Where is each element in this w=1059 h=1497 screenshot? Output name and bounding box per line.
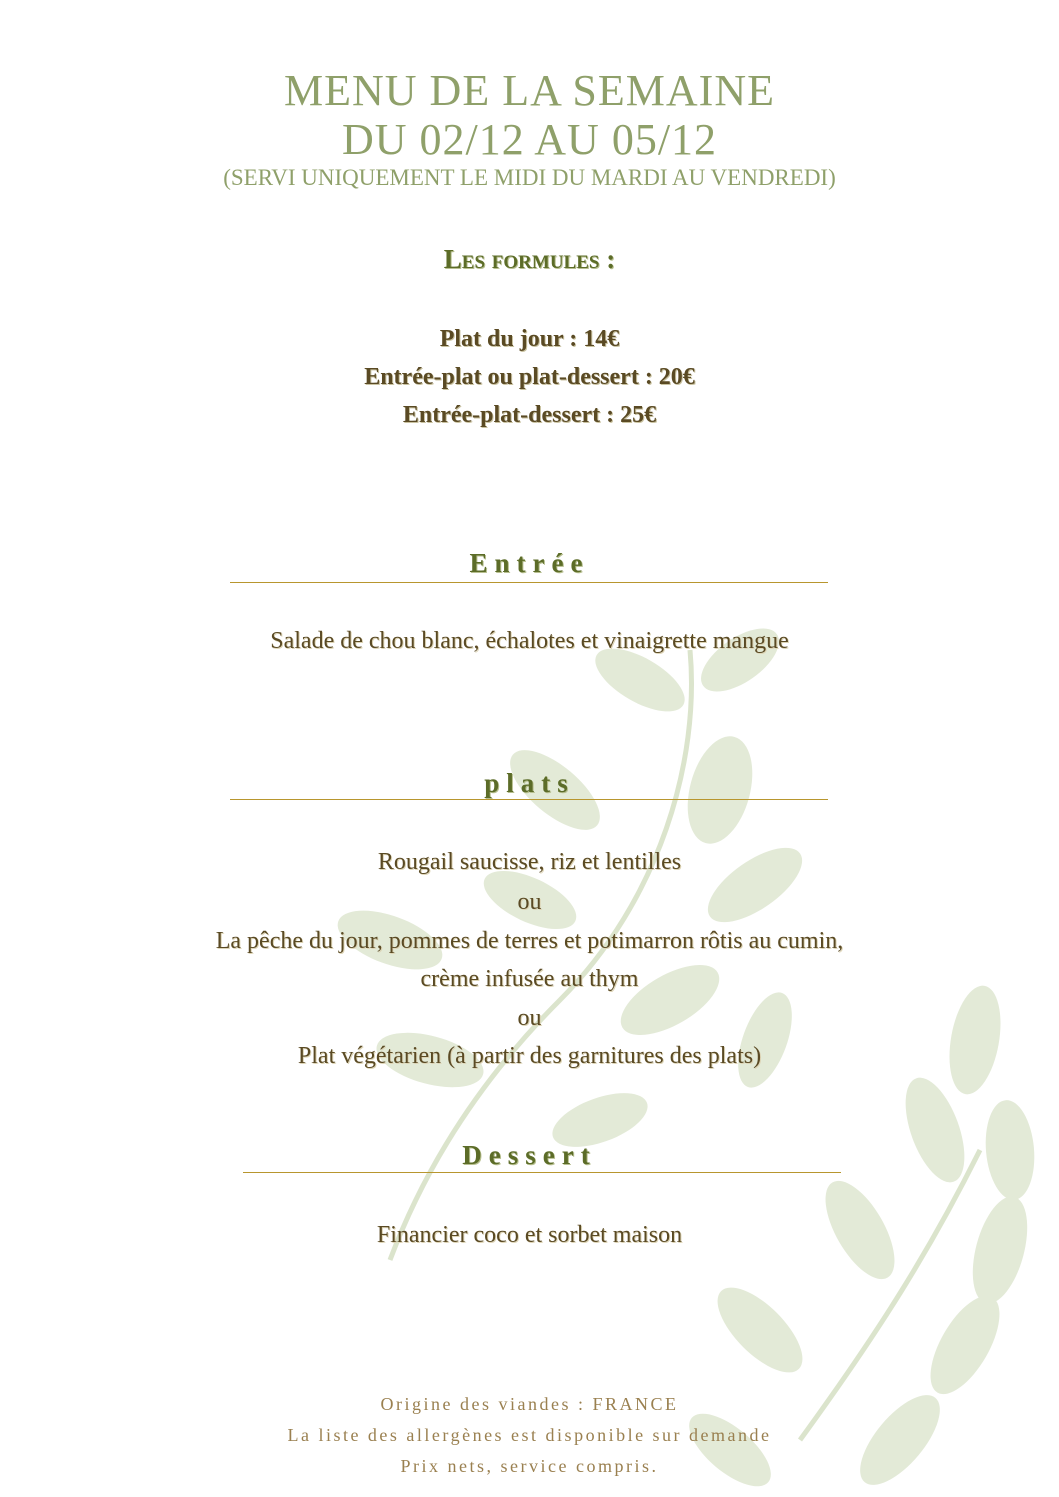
plats-dish-line: crème infusée au thym: [420, 966, 639, 992]
formules-heading: Les formules :: [443, 244, 616, 274]
entree-heading: Entrée: [469, 548, 590, 578]
footer-price-note: Prix nets, service compris.: [400, 1456, 659, 1476]
plats-divider: [230, 799, 828, 800]
plats-dish-line: Rougail saucisse, riz et lentilles: [377, 849, 682, 875]
plats-dish-line: Plat végétarien (à partir des garnitures des plats): [297, 1043, 762, 1069]
menu-title: MENU DE LA SEMAINE: [284, 66, 775, 115]
dessert-dish: Financier coco et sorbet maison: [376, 1222, 683, 1248]
footer-meat-origin: Origine des viandes : FRANCE: [380, 1394, 679, 1414]
plats-or-separator: ou: [517, 889, 542, 915]
footer-allergens-note: La liste des allergènes est disponible sur demande: [287, 1425, 772, 1445]
entree-divider: [230, 582, 828, 583]
formule-item: Entrée-plat ou plat-dessert : 20€: [364, 364, 695, 390]
dessert-divider: [243, 1172, 841, 1173]
plats-heading: plats: [484, 768, 575, 798]
dessert-heading: Dessert: [462, 1140, 597, 1170]
menu-dates: DU 02/12 AU 05/12: [341, 115, 718, 164]
plats-or-separator: ou: [517, 1005, 542, 1031]
plats-dish-line: La pêche du jour, pommes de terres et potimarron rôtis au cumin,: [215, 928, 844, 954]
menu-service-note: (SERVI UNIQUEMENT LE MIDI DU MARDI AU VENDREDI): [223, 165, 836, 190]
entree-dish: Salade de chou blanc, échalotes et vinaigrette mangue: [270, 628, 789, 654]
formule-item: Plat du jour : 14€: [439, 326, 620, 352]
formule-item: Entrée-plat-dessert : 25€: [402, 402, 657, 428]
